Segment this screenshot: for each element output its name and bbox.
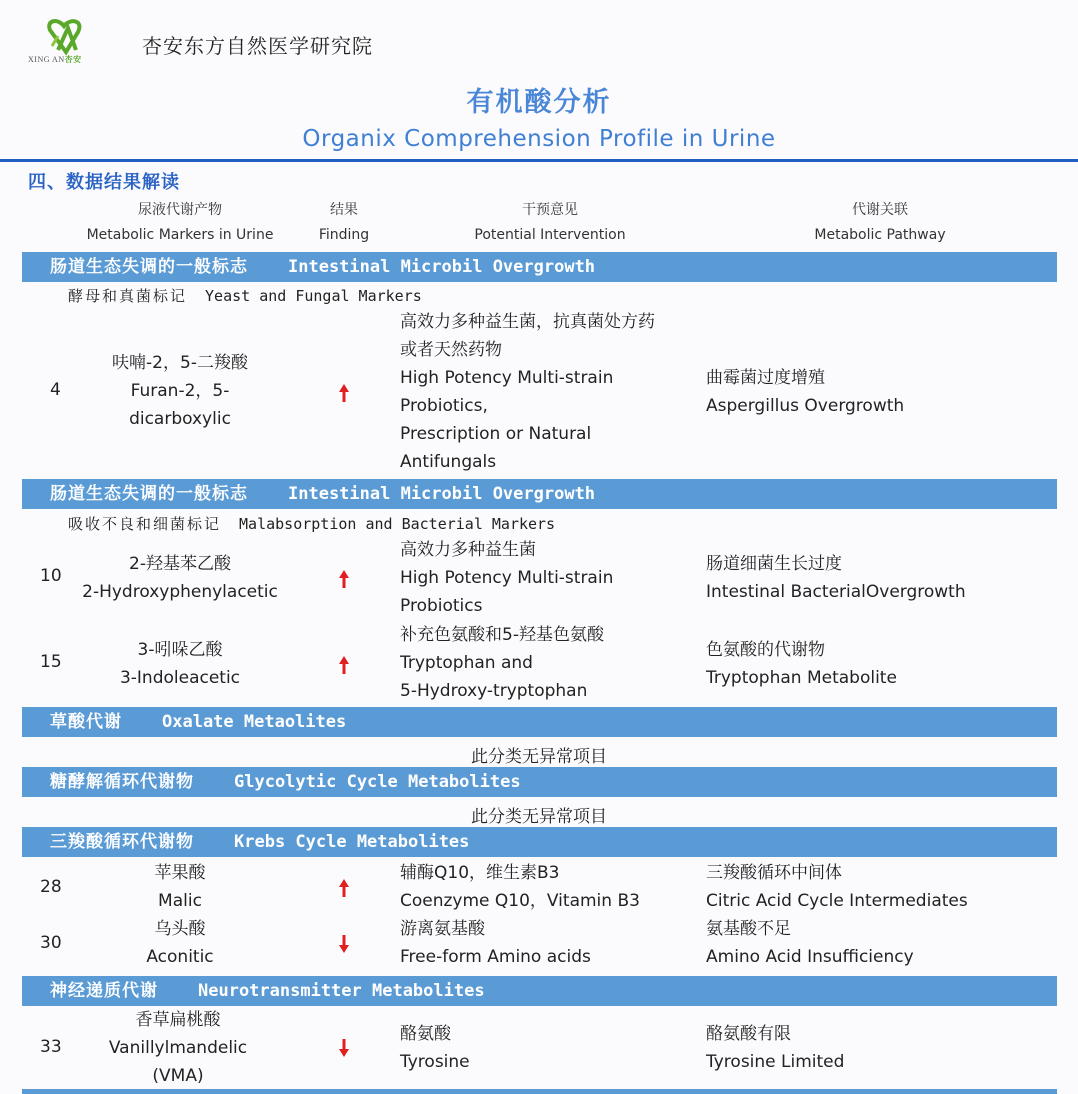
metabolic-pathway	[706, 636, 897, 692]
intervention	[400, 308, 655, 476]
metabolic-pathway	[706, 550, 966, 606]
subcategory-title-cn: 吸收不良和细菌标记	[68, 515, 222, 533]
pathway-line-en: Citric Acid Cycle Intermediates	[706, 891, 968, 911]
pathway-line-cn: 酪氨酸有限	[706, 1024, 791, 1044]
pathway-line-en: Aspergillus Overgrowth	[706, 396, 905, 416]
subcategory-title-cn: 酵母和真菌标记	[68, 287, 188, 305]
category-band-neurotransmitter	[22, 976, 1057, 1006]
heart-leaf-logo-icon	[28, 16, 110, 56]
column-header-pathway-en: Metabolic Pathway	[814, 227, 946, 243]
arrow-up-icon	[338, 383, 350, 403]
intervention-line: Tyrosine	[400, 1052, 470, 1072]
pathway-line-cn: 色氨酸的代谢物	[706, 640, 825, 660]
marker-number: 10	[40, 566, 62, 586]
intervention-line: High Potency Multi-strain	[400, 568, 614, 588]
intervention-line: Prescription or Natural	[400, 424, 592, 444]
intervention-line: 酪氨酸	[400, 1024, 451, 1044]
intervention-line: Free-form Amino acids	[400, 947, 591, 967]
category-band-intestinal-malabsorption	[22, 479, 1057, 509]
intervention	[400, 915, 591, 971]
intervention-line: Probiotics,	[400, 396, 488, 416]
category-title-en: Intestinal Microbil Overgrowth	[288, 257, 596, 277]
category-band-intestinal-yeast	[22, 252, 1057, 282]
category-title-en: Krebs Cycle Metabolites	[234, 832, 470, 852]
institute-logo	[28, 16, 110, 68]
marker-number: 28	[40, 877, 62, 897]
marker-name-en: 2-Hydroxyphenylacetic	[82, 582, 278, 602]
marker-name-en: Malic	[158, 891, 202, 911]
column-header-intervention-en: Potential Intervention	[474, 227, 626, 243]
intervention	[400, 1020, 470, 1076]
marker-name	[60, 550, 300, 606]
intervention-line: 游离氨基酸	[400, 919, 485, 939]
logo-caption-en: XING AN	[28, 55, 65, 64]
category-band-oxalate	[22, 707, 1057, 737]
marker-number: 30	[40, 933, 62, 953]
intervention	[400, 859, 640, 915]
header-divider	[0, 159, 1078, 162]
category-title-cn: 肠道生态失调的一般标志	[50, 257, 248, 277]
intervention-line: Tryptophan and	[400, 653, 533, 673]
intervention-line: Antifungals	[400, 452, 497, 472]
marker-name-cn: 香草扁桃酸	[135, 1010, 221, 1030]
metabolic-pathway	[706, 859, 968, 915]
report-title-en: Organix Comprehension Profile in Urine	[302, 126, 776, 152]
marker-name-cn: 2-羟基苯乙酸	[129, 554, 231, 574]
intervention-line: 高效力多种益生菌	[400, 540, 536, 560]
arrow-up-icon	[338, 655, 350, 675]
intervention-line: Coenzyme Q10，Vitamin B3	[400, 891, 640, 911]
marker-name-en: Aconitic	[146, 947, 214, 967]
marker-name-abbr: (VMA)	[152, 1066, 204, 1086]
subcategory-yeast-fungal	[68, 285, 422, 306]
organization-name: 杏安东方自然医学研究院	[142, 34, 373, 58]
column-header-pathway-cn: 代谢关联	[852, 202, 908, 218]
marker-name-en-1: Furan-2，5-	[130, 381, 230, 401]
pathway-line-en: Tryptophan Metabolite	[706, 668, 897, 688]
subcategory-title-en: Yeast and Fungal Markers	[205, 287, 422, 305]
intervention	[400, 621, 604, 705]
intervention	[400, 536, 613, 620]
metabolic-pathway	[706, 364, 904, 420]
marker-number: 4	[50, 380, 61, 400]
marker-name-cn: 呋喃-2，5-二羧酸	[112, 353, 248, 373]
logo-caption	[28, 54, 82, 65]
logo-caption-cn: 杏安	[64, 55, 82, 64]
category-title-cn: 三羧酸循环代谢物	[50, 832, 194, 852]
metabolic-pathway	[706, 915, 914, 971]
marker-number: 33	[40, 1037, 62, 1057]
marker-name	[60, 636, 300, 692]
section-title: 四、数据结果解读	[28, 172, 180, 193]
marker-name	[78, 1006, 278, 1090]
column-header-intervention-cn: 干预意见	[522, 202, 578, 218]
column-header-finding-en: Finding	[318, 227, 370, 243]
column-header-marker-en: Metabolic Markers in Urine	[86, 227, 274, 243]
table-bottom-border	[22, 1089, 1057, 1094]
subcategory-title-en: Malabsorption and Bacterial Markers	[239, 515, 556, 533]
column-header-finding-cn: 结果	[330, 202, 358, 218]
pathway-line-en: Tyrosine Limited	[706, 1052, 845, 1072]
subcategory-malabsorption-bacterial	[68, 513, 555, 534]
category-title-cn: 糖酵解循环代谢物	[50, 772, 194, 792]
marker-name-cn: 乌头酸	[154, 919, 206, 939]
marker-name	[80, 349, 280, 433]
intervention-line: 高效力多种益生菌，抗真菌处方药	[400, 312, 655, 332]
pathway-line-cn: 肠道细菌生长过度	[706, 554, 842, 574]
marker-name-cn: 苹果酸	[154, 863, 206, 883]
intervention-line: High Potency Multi-strain	[400, 368, 614, 388]
column-header-marker-cn: 尿液代谢产物	[138, 202, 222, 218]
no-abnormal-items: 此分类无异常项目	[471, 747, 607, 767]
marker-name-cn: 3-吲哚乙酸	[137, 640, 223, 660]
intervention-line: 辅酶Q10，维生素B3	[400, 863, 560, 883]
arrow-up-icon	[338, 878, 350, 898]
category-title-cn: 神经递质代谢	[50, 981, 158, 1001]
marker-name	[80, 859, 280, 915]
pathway-line-en: Amino Acid Insufficiency	[706, 947, 914, 967]
metabolic-pathway	[706, 1020, 844, 1076]
report-title-cn: 有机酸分析	[466, 87, 612, 118]
arrow-down-icon	[338, 1038, 350, 1058]
category-band-krebs	[22, 827, 1057, 857]
marker-name	[80, 915, 280, 971]
category-title-cn: 草酸代谢	[50, 712, 122, 732]
category-title-en: Neurotransmitter Metabolites	[198, 981, 485, 1001]
marker-name-en-2: dicarboxylic	[129, 409, 231, 429]
pathway-line-en: Intestinal BacterialOvergrowth	[706, 582, 966, 602]
no-abnormal-items: 此分类无异常项目	[471, 807, 607, 827]
intervention-line: 5-Hydroxy-tryptophan	[400, 681, 588, 701]
category-band-glycolytic	[22, 767, 1057, 797]
pathway-line-cn: 曲霉菌过度增殖	[706, 368, 825, 388]
arrow-down-icon	[338, 934, 350, 954]
category-title-cn: 肠道生态失调的一般标志	[50, 484, 248, 504]
pathway-line-cn: 三羧酸循环中间体	[706, 863, 842, 883]
category-title-en: Oxalate Metaolites	[162, 712, 347, 732]
arrow-up-icon	[338, 569, 350, 589]
intervention-line: Probiotics	[400, 596, 483, 616]
category-title-en: Glycolytic Cycle Metabolites	[234, 772, 521, 792]
marker-name-en: 3-Indoleacetic	[119, 668, 241, 688]
marker-number: 15	[40, 652, 62, 672]
intervention-line: 补充色氨酸和5-羟基色氨酸	[400, 625, 604, 645]
marker-name-en: Vanillylmandelic	[108, 1038, 248, 1058]
pathway-line-cn: 氨基酸不足	[706, 919, 791, 939]
intervention-line: 或者天然药物	[400, 340, 502, 360]
category-title-en: Intestinal Microbil Overgrowth	[288, 484, 596, 504]
